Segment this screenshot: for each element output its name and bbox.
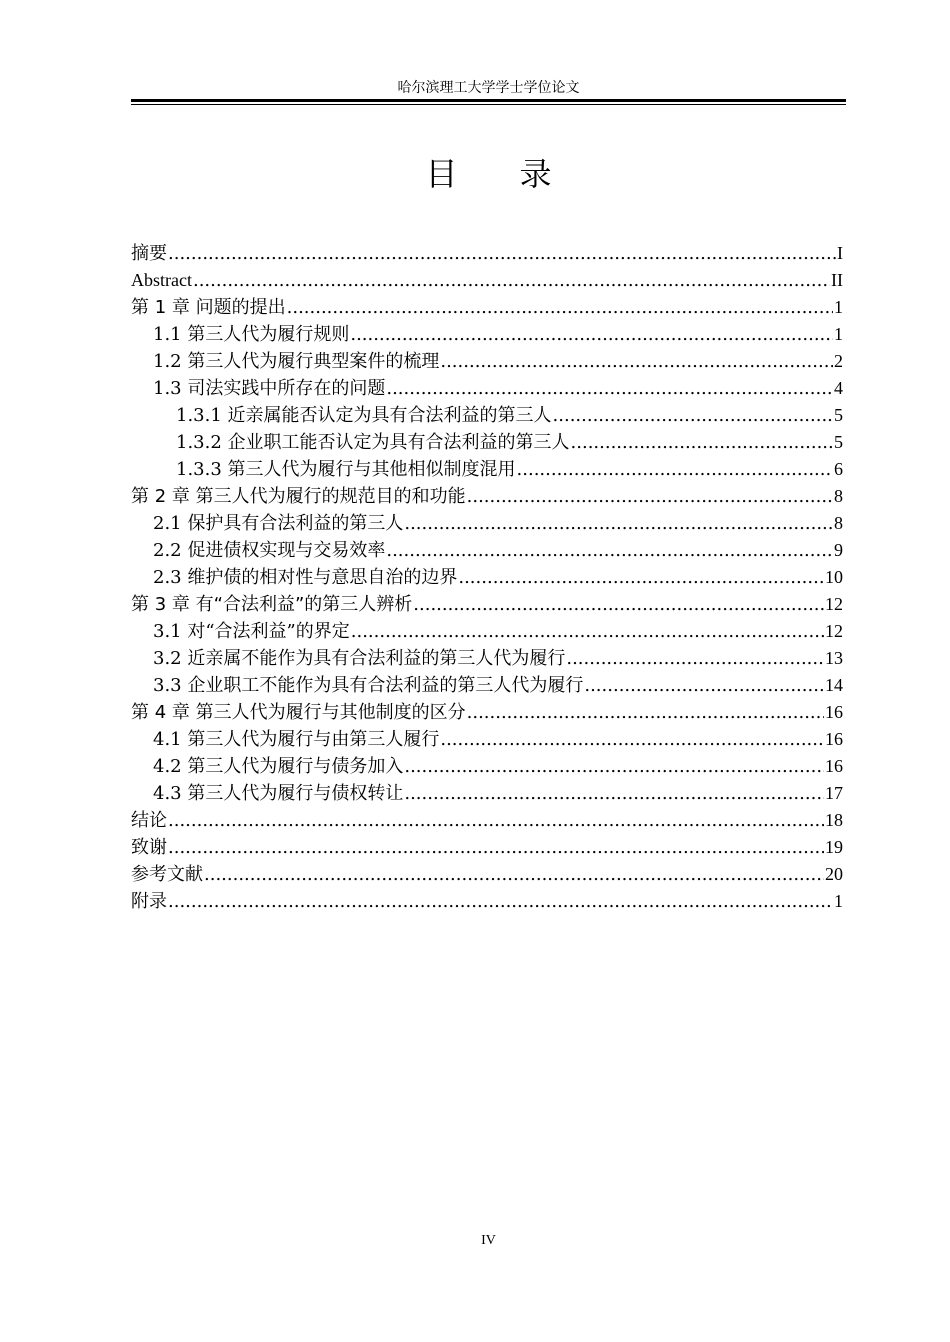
toc-leader-dots	[204, 861, 824, 888]
toc-entry-page: 1	[834, 324, 843, 344]
toc-leader-dots	[350, 321, 833, 348]
toc-leader-dots	[440, 726, 824, 753]
toc-entry-2-3[interactable]	[131, 564, 843, 591]
toc-entry-1-1[interactable]	[131, 321, 843, 348]
toc-entry-page: 12	[825, 621, 843, 641]
toc-entry-acknowledgements[interactable]	[131, 834, 843, 861]
toc-entry-4-2[interactable]	[131, 753, 843, 780]
toc-entry-chapter-2[interactable]	[131, 483, 843, 510]
toc-leader-dots	[168, 888, 833, 915]
toc-entry-page: 13	[825, 648, 843, 668]
toc-entry-label: 第 1 章 问题的提出	[131, 297, 286, 318]
toc-entry-chapter-4[interactable]	[131, 699, 843, 726]
toc-entry-page: 4	[834, 378, 843, 398]
title-right-char: 录	[519, 155, 552, 193]
toc-entry-label: 4.3 第三人代为履行与债权转让	[153, 783, 404, 804]
running-header: 哈尔滨理工大学学士学位论文	[397, 80, 580, 96]
toc-entry-label: 附录	[131, 891, 167, 912]
toc-leader-dots	[584, 672, 824, 699]
toc-entry-page: 16	[825, 729, 843, 749]
toc-entry-label: 第 2 章 第三人代为履行的规范目的和功能	[131, 486, 466, 507]
toc-entry-page: 8	[834, 513, 843, 533]
toc-leader-dots	[386, 375, 833, 402]
toc-entry-4-3[interactable]	[131, 780, 843, 807]
toc-entry-label: 1.3 司法实践中所存在的问题	[153, 378, 386, 399]
toc-entry-label: 2.2 促进债权实现与交易效率	[153, 540, 386, 561]
toc-leader-dots	[351, 618, 824, 645]
toc-entry-page: 10	[825, 567, 843, 587]
page-title	[131, 152, 846, 196]
toc-entry-page: 1	[834, 891, 843, 911]
toc-entry-page: 19	[825, 837, 843, 857]
toc-leader-dots	[404, 753, 824, 780]
toc-entry-label: 第 4 章 第三人代为履行与其他制度的区分	[131, 702, 466, 723]
toc-leader-dots	[168, 807, 824, 834]
toc-leader-dots	[413, 591, 824, 618]
toc-entry-page: 9	[834, 540, 843, 560]
toc-entry-page: 2	[834, 351, 843, 371]
toc-entry-1-3-3[interactable]	[131, 456, 843, 483]
toc-entry-1-3[interactable]	[131, 375, 843, 402]
toc-entry-page: 17	[825, 783, 843, 803]
toc-leader-dots	[553, 402, 833, 429]
toc-entry-3-2[interactable]	[131, 645, 843, 672]
toc-entry-label: 1.2 第三人代为履行典型案件的梳理	[153, 351, 440, 372]
toc-entry-page: 6	[834, 459, 843, 479]
toc-entry-appendix[interactable]	[131, 888, 843, 915]
toc-entry-page: 12	[825, 594, 843, 614]
toc-leader-dots	[168, 240, 836, 267]
toc-entry-1-2[interactable]	[131, 348, 843, 375]
toc-entry-page: II	[831, 270, 843, 290]
toc-entry-4-1[interactable]	[131, 726, 843, 753]
toc-entry-page: 1	[834, 297, 843, 317]
toc-entry-label: 1.3.2 企业职工能否认定为具有合法利益的第三人	[176, 432, 570, 453]
toc-entry-conclusion[interactable]	[131, 807, 843, 834]
toc-entry-1-3-2[interactable]	[131, 429, 843, 456]
toc-leader-dots	[168, 834, 824, 861]
toc-leader-dots	[287, 294, 833, 321]
toc-entry-2-2[interactable]	[131, 537, 843, 564]
toc-entry-label: 结论	[131, 810, 167, 831]
toc-entry-page: 16	[825, 756, 843, 776]
toc-entry-label: 4.1 第三人代为履行与由第三人履行	[153, 729, 440, 750]
toc-entry-label: 4.2 第三人代为履行与债务加入	[153, 756, 404, 777]
title-left-char: 目	[425, 155, 458, 193]
toc-entry-label: 1.3.3 第三人代为履行与其他相似制度混用	[176, 459, 516, 480]
toc-entry-label: Abstract	[131, 270, 192, 290]
header-rule-thin	[131, 104, 846, 105]
toc-entry-label: 2.1 保护具有合法利益的第三人	[153, 513, 404, 534]
page-number: IV	[481, 1233, 496, 1248]
toc-entry-page: I	[837, 243, 843, 263]
toc-leader-dots	[193, 267, 830, 294]
toc-entry-page: 16	[825, 702, 843, 722]
toc-leader-dots	[386, 537, 833, 564]
toc-entry-page: 5	[834, 405, 843, 425]
header-rule-thick	[131, 99, 846, 102]
toc-leader-dots	[566, 645, 824, 672]
toc-entry-label: 3.3 企业职工不能作为具有合法利益的第三人代为履行	[153, 675, 584, 696]
toc-entry-label: 2.3 维护债的相对性与意思自治的边界	[153, 567, 458, 588]
toc-entry-label: 摘要	[131, 243, 167, 264]
toc-entry-page: 14	[825, 675, 843, 695]
toc-leader-dots	[404, 510, 833, 537]
toc-leader-dots	[458, 564, 824, 591]
toc-entry-label: 3.1 对“合法利益”的界定	[153, 621, 350, 642]
toc-entry-label: 第 3 章 有“合法利益”的第三人辨析	[131, 594, 413, 615]
toc-entry-chapter-3[interactable]	[131, 591, 843, 618]
toc-entry-abstract-cn[interactable]	[131, 240, 843, 267]
toc-entry-3-3[interactable]	[131, 672, 843, 699]
toc-entry-label: 参考文献	[131, 864, 203, 885]
toc-entry-label: 致谢	[131, 837, 167, 858]
toc-entry-page: 20	[825, 864, 843, 884]
toc-entry-page: 18	[825, 810, 843, 830]
toc-entry-abstract-en[interactable]	[131, 267, 843, 294]
toc-leader-dots	[467, 483, 833, 510]
toc-entry-label: 3.2 近亲属不能作为具有合法利益的第三人代为履行	[153, 648, 566, 669]
toc-entry-1-3-1[interactable]	[131, 402, 843, 429]
table-of-contents	[131, 240, 843, 915]
toc-leader-dots	[517, 456, 833, 483]
toc-entry-label: 1.1 第三人代为履行规则	[153, 324, 350, 345]
toc-leader-dots	[404, 780, 824, 807]
toc-leader-dots	[467, 699, 824, 726]
toc-leader-dots	[440, 348, 833, 375]
toc-entry-page: 8	[834, 486, 843, 506]
toc-entry-chapter-1[interactable]	[131, 294, 843, 321]
toc-entry-3-1[interactable]	[131, 618, 843, 645]
toc-leader-dots	[571, 429, 833, 456]
toc-entry-references[interactable]	[131, 861, 843, 888]
toc-entry-page: 5	[834, 432, 843, 452]
toc-entry-label: 1.3.1 近亲属能否认定为具有合法利益的第三人	[176, 405, 552, 426]
toc-entry-2-1[interactable]	[131, 510, 843, 537]
